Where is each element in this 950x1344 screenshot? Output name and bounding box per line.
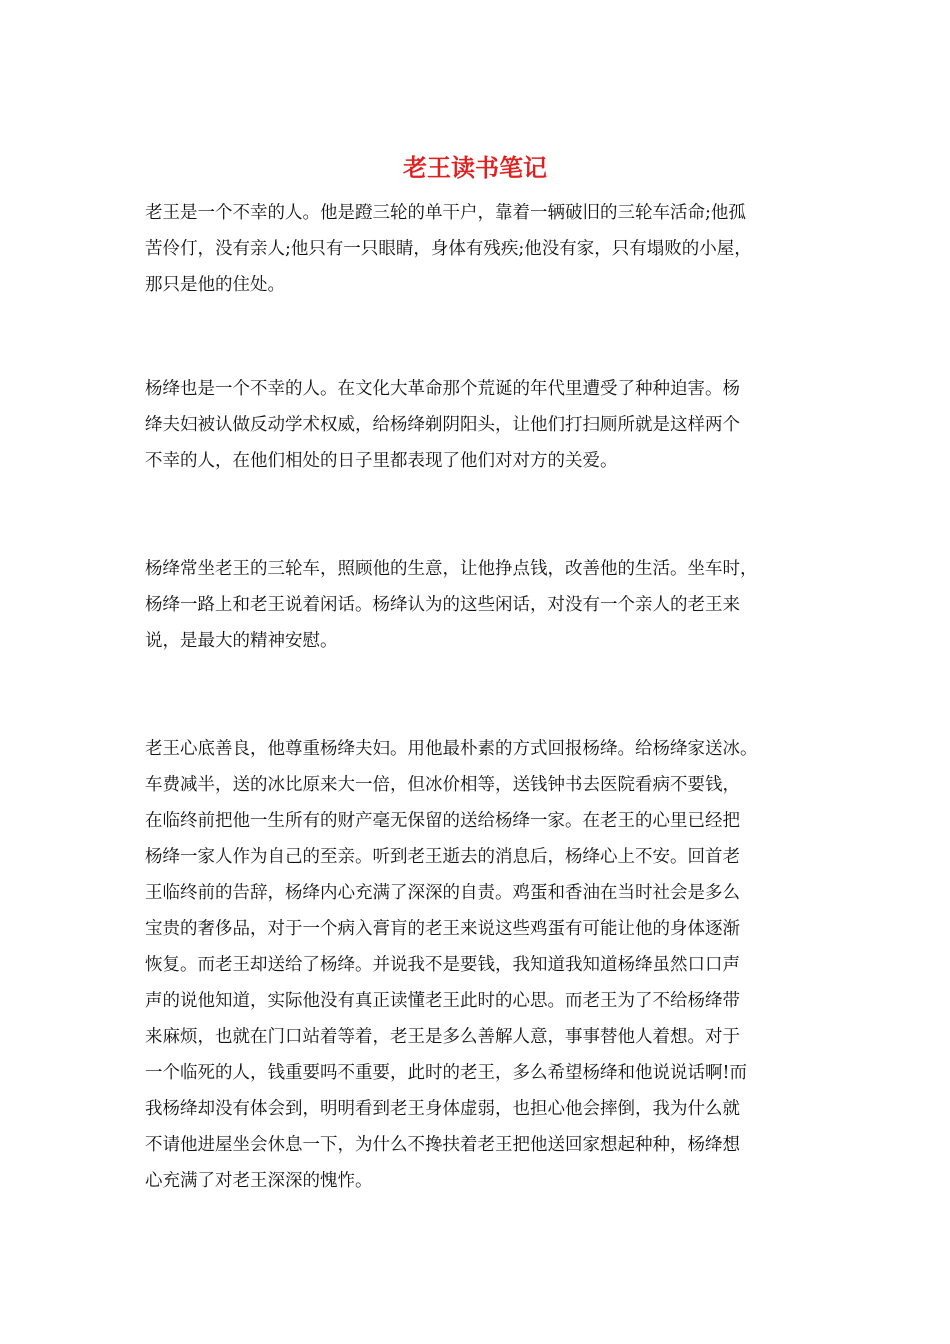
text-line: 不幸的人，在他们相处的日子里都表现了他们对对方的关爱。	[145, 451, 618, 471]
text-line: 宝贵的奢侈品，对于一个病入膏肓的老王来说这些鸡蛋有可能让他的身体逐渐	[145, 919, 740, 939]
text-line: 不请他进屋坐会休息一下，为什么不搀扶着老王把他送回家想起种种，杨绛想	[145, 1135, 740, 1155]
text-line: 杨绛常坐老王的三轮车，照顾他的生意，让他挣点钱，改善他的生活。坐车时，	[145, 559, 758, 579]
text-line: 我杨绛却没有体会到，明明看到老王身体虚弱，也担心他会摔倒，我为什么就	[145, 1099, 740, 1119]
text-line: 来麻烦，也就在门口站着等着，老王是多么善解人意，事事替他人着想。对于	[145, 1027, 740, 1047]
paragraph-1	[145, 195, 825, 303]
text-line: 恢复。而老王却送给了杨绛。并说我不是要钱，我知道我知道杨绛虽然口口声	[145, 955, 740, 975]
text-line: 那只是他的住处。	[145, 275, 285, 295]
text-line: 声的说他知道，实际他没有真正读懂老王此时的心思。而老王为了不给杨绛带	[145, 991, 740, 1011]
text-line: 车费减半，送的冰比原来大一倍，但冰价相等，送钱钟书去医院看病不要钱，	[145, 775, 740, 795]
text-line: 绛夫妇被认做反动学术权威，给杨绛剃阴阳头，让他们打扫厕所就是这样两个	[145, 415, 740, 435]
document-title: 老王读书笔记	[403, 153, 547, 182]
paragraph-2	[145, 371, 825, 479]
text-line: 苦伶仃，没有亲人;他只有一只眼睛，身体有残疾;他没有家，只有塌败的小屋，	[145, 239, 752, 259]
text-line: 说，是最大的精神安慰。	[145, 631, 338, 651]
paragraph-3	[145, 551, 825, 659]
text-line: 在临终前把他一生所有的财产毫无保留的送给杨绛一家。在老王的心里已经把	[145, 811, 740, 831]
text-line: 杨绛也是一个不幸的人。在文化大革命那个荒诞的年代里遭受了种种迫害。杨	[145, 379, 740, 399]
text-line: 老王心底善良，他尊重杨绛夫妇。用他最朴素的方式回报杨绛。给杨绛家送冰。	[145, 739, 758, 759]
text-line: 老王是一个不幸的人。他是蹬三轮的单干户，靠着一辆破旧的三轮车活命;他孤	[145, 203, 746, 223]
text-line: 心充满了对老王深深的愧怍。	[145, 1171, 373, 1191]
text-line: 杨绛一家人作为自己的至亲。听到老王逝去的消息后，杨绛心上不安。回首老	[145, 847, 740, 867]
paragraph-4	[145, 731, 825, 1199]
text-line: 杨绛一路上和老王说着闲话。杨绛认为的这些闲话，对没有一个亲人的老王来	[145, 595, 740, 615]
text-line: 王临终前的告辞，杨绛内心充满了深深的自责。鸡蛋和香油在当时社会是多么	[145, 883, 740, 903]
text-line: 一个临死的人，钱重要吗不重要，此时的老王，多么希望杨绛和他说说话啊!而	[145, 1063, 748, 1083]
